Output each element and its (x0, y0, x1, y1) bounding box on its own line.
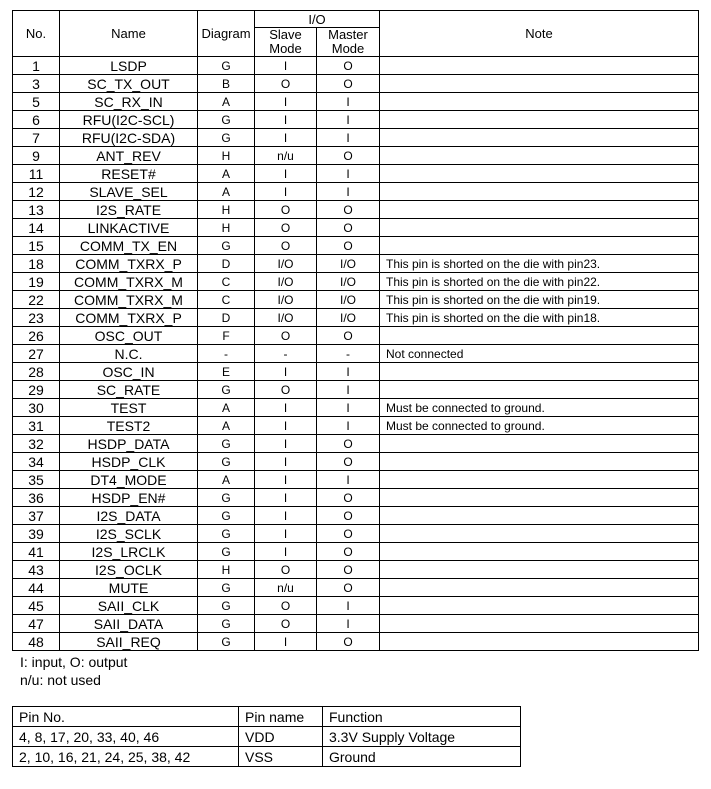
pin-note: Must be connected to ground. (380, 417, 699, 435)
pin-master-io: O (317, 75, 380, 93)
pin-row (13, 219, 699, 237)
pin-master-io: O (317, 561, 380, 579)
header-diagram: Diagram (198, 11, 255, 57)
pin-row (13, 147, 699, 165)
pin-number: 44 (13, 579, 60, 597)
pin-name: COMM_TXRX_M (60, 273, 198, 291)
pin-number: 18 (13, 255, 60, 273)
pin-row (13, 291, 699, 309)
pin-diagram: D (198, 309, 255, 327)
pin-note (380, 201, 699, 219)
pin-diagram: D (198, 255, 255, 273)
pin-diagram: A (198, 165, 255, 183)
pin-name: COMM_TX_EN (60, 237, 198, 255)
pin-master-io: O (317, 327, 380, 345)
pin-row (13, 363, 699, 381)
pin-note: This pin is shorted on the die with pin23. (380, 255, 699, 273)
pin-table (12, 10, 699, 651)
pin-name: SC_RX_IN (60, 93, 198, 111)
pin-diagram: G (198, 615, 255, 633)
pin-note (380, 525, 699, 543)
pin-note (380, 237, 699, 255)
pin-diagram: G (198, 111, 255, 129)
pin-note (380, 57, 699, 75)
pin-number: 27 (13, 345, 60, 363)
pin-slave-io: I (255, 633, 317, 651)
pin-row (13, 615, 699, 633)
power-pin-function: 3.3V Supply Voltage (323, 727, 521, 747)
pin-number: 19 (13, 273, 60, 291)
pin-name: SC_TX_OUT (60, 75, 198, 93)
pin-diagram: G (198, 435, 255, 453)
pin-master-io: O (317, 579, 380, 597)
pin-diagram: A (198, 183, 255, 201)
pin-number: 5 (13, 93, 60, 111)
pin-slave-io: I (255, 399, 317, 417)
pin-note (380, 435, 699, 453)
pin-number: 31 (13, 417, 60, 435)
pin-master-io: O (317, 453, 380, 471)
pin-name: N.C. (60, 345, 198, 363)
pin-slave-io: O (255, 201, 317, 219)
pin-master-io: I (317, 471, 380, 489)
pin-row (13, 633, 699, 651)
pin-row (13, 345, 699, 363)
legend-io: I: input, O: output (20, 654, 128, 670)
pin-slave-io: O (255, 615, 317, 633)
pin-row (13, 525, 699, 543)
pin-master-io: O (317, 219, 380, 237)
pin-number: 13 (13, 201, 60, 219)
pin-diagram: C (198, 291, 255, 309)
pin-row (13, 237, 699, 255)
pin-slave-io: I (255, 453, 317, 471)
pin-number: 9 (13, 147, 60, 165)
pin-row (13, 507, 699, 525)
pin-row (13, 57, 699, 75)
pin-slave-io: I (255, 417, 317, 435)
header-name: Name (60, 11, 198, 57)
pin-master-io: I (317, 93, 380, 111)
pin-slave-io: O (255, 597, 317, 615)
pin-name: HSDP_DATA (60, 435, 198, 453)
pin-number: 35 (13, 471, 60, 489)
power-header-function: Function (323, 707, 521, 727)
pin-diagram: G (198, 381, 255, 399)
pin-name: TEST2 (60, 417, 198, 435)
power-table-body (13, 727, 521, 767)
pin-slave-io: O (255, 219, 317, 237)
pin-name: OSC_IN (60, 363, 198, 381)
pin-master-io: I/O (317, 291, 380, 309)
pin-diagram: G (198, 597, 255, 615)
pin-number: 32 (13, 435, 60, 453)
pin-slave-io: O (255, 327, 317, 345)
pin-row (13, 417, 699, 435)
pin-slave-io: I (255, 57, 317, 75)
pin-row (13, 165, 699, 183)
pin-number: 47 (13, 615, 60, 633)
pin-diagram: E (198, 363, 255, 381)
power-row (13, 727, 521, 747)
pin-name: SAII_DATA (60, 615, 198, 633)
pin-slave-io: O (255, 561, 317, 579)
pin-note (380, 615, 699, 633)
pin-number: 29 (13, 381, 60, 399)
pin-slave-io: n/u (255, 147, 317, 165)
pin-number: 41 (13, 543, 60, 561)
pin-master-io: I (317, 381, 380, 399)
pin-name: I2S_RATE (60, 201, 198, 219)
pin-slave-io: I (255, 129, 317, 147)
pin-row (13, 309, 699, 327)
pin-name: OSC_OUT (60, 327, 198, 345)
pin-number: 11 (13, 165, 60, 183)
pin-master-io: I/O (317, 309, 380, 327)
pin-name: I2S_SCLK (60, 525, 198, 543)
pin-row (13, 399, 699, 417)
pin-row (13, 489, 699, 507)
pin-number: 3 (13, 75, 60, 93)
pin-diagram: H (198, 219, 255, 237)
pin-number: 14 (13, 219, 60, 237)
pin-name: RFU(I2C-SCL) (60, 111, 198, 129)
pin-master-io: I (317, 399, 380, 417)
pin-number: 26 (13, 327, 60, 345)
header-note: Note (380, 11, 699, 57)
pin-note (380, 507, 699, 525)
pin-row (13, 201, 699, 219)
pin-name: SLAVE_SEL (60, 183, 198, 201)
pin-note (380, 75, 699, 93)
pin-note: This pin is shorted on the die with pin19. (380, 291, 699, 309)
pin-name: MUTE (60, 579, 198, 597)
pin-number: 15 (13, 237, 60, 255)
pin-name: SAII_REQ (60, 633, 198, 651)
pin-diagram: A (198, 471, 255, 489)
pin-diagram: H (198, 201, 255, 219)
pin-diagram: A (198, 417, 255, 435)
pin-name: TEST (60, 399, 198, 417)
pin-row (13, 273, 699, 291)
pin-row (13, 471, 699, 489)
pin-diagram: G (198, 237, 255, 255)
pin-slave-io: I/O (255, 309, 317, 327)
pin-note (380, 381, 699, 399)
pin-diagram: - (198, 345, 255, 363)
pin-master-io: O (317, 633, 380, 651)
pin-diagram: G (198, 579, 255, 597)
pin-note (380, 579, 699, 597)
pin-number: 30 (13, 399, 60, 417)
pin-note (380, 471, 699, 489)
pin-row (13, 183, 699, 201)
pin-slave-io: O (255, 381, 317, 399)
pin-slave-io: I (255, 363, 317, 381)
pin-diagram: G (198, 633, 255, 651)
pin-master-io: O (317, 237, 380, 255)
pin-number: 37 (13, 507, 60, 525)
pin-note (380, 543, 699, 561)
pin-slave-io: I (255, 489, 317, 507)
pin-slave-io: I (255, 183, 317, 201)
pin-master-io: O (317, 525, 380, 543)
pin-master-io: I (317, 417, 380, 435)
power-pin-name: VSS (239, 747, 323, 767)
pin-name: COMM_TXRX_P (60, 309, 198, 327)
pin-number: 34 (13, 453, 60, 471)
pin-row (13, 543, 699, 561)
pin-slave-io: I (255, 507, 317, 525)
pin-number: 22 (13, 291, 60, 309)
pin-master-io: I/O (317, 255, 380, 273)
pin-master-io: I (317, 615, 380, 633)
pin-number: 23 (13, 309, 60, 327)
pin-name: HSDP_CLK (60, 453, 198, 471)
pin-diagram: G (198, 129, 255, 147)
pin-row (13, 435, 699, 453)
power-header-name: Pin name (239, 707, 323, 727)
pin-name: DT4_MODE (60, 471, 198, 489)
pin-name: I2S_LRCLK (60, 543, 198, 561)
pin-diagram: G (198, 507, 255, 525)
pin-master-io: I (317, 111, 380, 129)
pin-number: 7 (13, 129, 60, 147)
header-master-mode: Master Mode (317, 28, 380, 57)
pin-name: ANT_REV (60, 147, 198, 165)
pin-slave-io: O (255, 237, 317, 255)
pin-diagram: G (198, 453, 255, 471)
pin-slave-io: I/O (255, 255, 317, 273)
pin-number: 36 (13, 489, 60, 507)
pin-diagram: G (198, 525, 255, 543)
pin-diagram: H (198, 561, 255, 579)
power-header-pins: Pin No. (13, 707, 239, 727)
pin-slave-io: I (255, 93, 317, 111)
pin-slave-io: I (255, 165, 317, 183)
pin-row (13, 453, 699, 471)
pin-row (13, 93, 699, 111)
header-io: I/O (255, 11, 380, 28)
pin-row (13, 75, 699, 93)
pin-master-io: O (317, 201, 380, 219)
pin-note (380, 165, 699, 183)
pin-name: RFU(I2C-SDA) (60, 129, 198, 147)
pin-name: I2S_DATA (60, 507, 198, 525)
pin-number: 48 (13, 633, 60, 651)
pin-table-body (13, 57, 699, 651)
pin-slave-io: O (255, 75, 317, 93)
pin-note: Must be connected to ground. (380, 399, 699, 417)
pin-master-io: O (317, 147, 380, 165)
header-slave-mode: Slave Mode (255, 28, 317, 57)
pin-row (13, 579, 699, 597)
pin-note (380, 561, 699, 579)
pin-note (380, 327, 699, 345)
pin-row (13, 597, 699, 615)
pin-slave-io: I/O (255, 291, 317, 309)
pin-note (380, 489, 699, 507)
pin-name: RESET# (60, 165, 198, 183)
power-pin-numbers: 4, 8, 17, 20, 33, 40, 46 (13, 727, 239, 747)
pin-note (380, 453, 699, 471)
pin-number: 39 (13, 525, 60, 543)
pin-note (380, 363, 699, 381)
pin-diagram: B (198, 75, 255, 93)
pin-number: 6 (13, 111, 60, 129)
pin-slave-io: I (255, 471, 317, 489)
pin-master-io: O (317, 57, 380, 75)
power-pin-function: Ground (323, 747, 521, 767)
pin-master-io: - (317, 345, 380, 363)
pin-note (380, 147, 699, 165)
pin-slave-io: I (255, 111, 317, 129)
pin-name: COMM_TXRX_M (60, 291, 198, 309)
pin-note (380, 633, 699, 651)
pin-row (13, 381, 699, 399)
pin-slave-io: - (255, 345, 317, 363)
pin-number: 12 (13, 183, 60, 201)
pin-master-io: O (317, 435, 380, 453)
pin-number: 45 (13, 597, 60, 615)
pin-diagram: A (198, 399, 255, 417)
power-pin-numbers: 2, 10, 16, 21, 24, 25, 38, 42 (13, 747, 239, 767)
pin-number: 43 (13, 561, 60, 579)
pin-note (380, 219, 699, 237)
pin-diagram: A (198, 93, 255, 111)
pin-name: I2S_OCLK (60, 561, 198, 579)
pin-slave-io: I (255, 435, 317, 453)
pin-note: Not connected (380, 345, 699, 363)
pin-slave-io: I (255, 525, 317, 543)
pin-master-io: I (317, 183, 380, 201)
pin-note (380, 111, 699, 129)
pin-diagram: G (198, 57, 255, 75)
power-row (13, 747, 521, 767)
pin-slave-io: n/u (255, 579, 317, 597)
pin-slave-io: I/O (255, 273, 317, 291)
pin-diagram: H (198, 147, 255, 165)
pin-diagram: G (198, 489, 255, 507)
pin-slave-io: I (255, 543, 317, 561)
pin-note (380, 129, 699, 147)
pin-master-io: O (317, 489, 380, 507)
pin-note: This pin is shorted on the die with pin18. (380, 309, 699, 327)
power-pin-table (12, 706, 521, 767)
pin-row (13, 129, 699, 147)
pin-diagram: C (198, 273, 255, 291)
pin-note: This pin is shorted on the die with pin22. (380, 273, 699, 291)
pin-number: 28 (13, 363, 60, 381)
power-pin-name: VDD (239, 727, 323, 747)
pin-row (13, 111, 699, 129)
pin-row (13, 561, 699, 579)
pin-name: LSDP (60, 57, 198, 75)
pin-name: SC_RATE (60, 381, 198, 399)
pin-master-io: I (317, 165, 380, 183)
pin-master-io: I (317, 597, 380, 615)
pin-diagram: F (198, 327, 255, 345)
pin-name: HSDP_EN# (60, 489, 198, 507)
pin-master-io: O (317, 507, 380, 525)
pin-name: SAII_CLK (60, 597, 198, 615)
header-no: No. (13, 11, 60, 57)
pin-note (380, 597, 699, 615)
pin-master-io: I (317, 363, 380, 381)
pin-name: LINKACTIVE (60, 219, 198, 237)
pin-note (380, 183, 699, 201)
pin-note (380, 93, 699, 111)
pin-row (13, 255, 699, 273)
pin-master-io: O (317, 543, 380, 561)
pin-diagram: G (198, 543, 255, 561)
pin-master-io: I/O (317, 273, 380, 291)
pin-row (13, 327, 699, 345)
pin-master-io: I (317, 129, 380, 147)
legend-nu: n/u: not used (20, 672, 101, 688)
pin-name: COMM_TXRX_P (60, 255, 198, 273)
pin-number: 1 (13, 57, 60, 75)
